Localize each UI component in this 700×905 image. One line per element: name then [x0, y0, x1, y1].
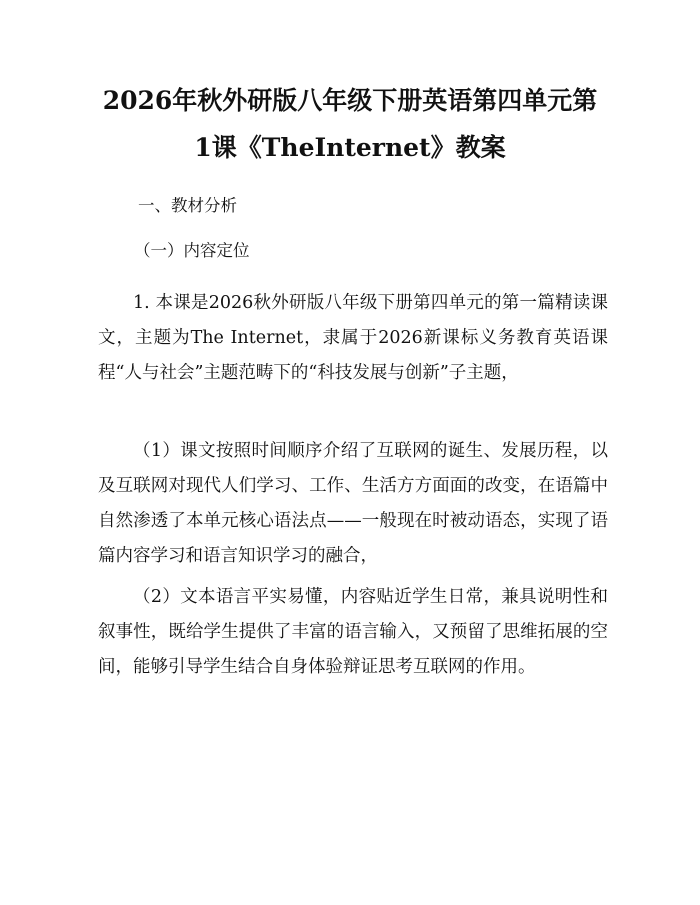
paragraph-3: （2）文本语言平实易懂，内容贴近学生日常，兼具说明性和叙事性，既给学生提供了丰富的语言输入，又预留了思维拓展的空间，能够引导学生结合自身体验辩证思考互联网的作用。	[98, 587, 608, 677]
section-heading-textbook-analysis: 一、教材分析	[138, 196, 237, 215]
document-title-line-1: 2026年秋外研版八年级下册英语第四单元第	[102, 86, 598, 115]
paragraph-2: （1）课文按照时间顺序介绍了互联网的诞生、发展历程，以及互联网对现代人们学习、工作、生活方方面面的改变，在语篇中自然渗透了本单元核心语法点——一般现在时被动语态，实现了语篇内容学习和语言知识学习的融合，	[98, 441, 608, 566]
paragraph-1: 1. 本课是2026秋外研版八年级下册第四单元的第一篇精读课文，主题为The Internet，隶属于2026新课标义务教育英语课程“人与社会”主题范畴下的“科技发展与创新”子主题，	[98, 293, 608, 383]
subsection-heading-content-positioning: （一）内容定位	[134, 241, 250, 260]
document-title-line-2: 1课《TheInternet》教案	[194, 133, 506, 162]
